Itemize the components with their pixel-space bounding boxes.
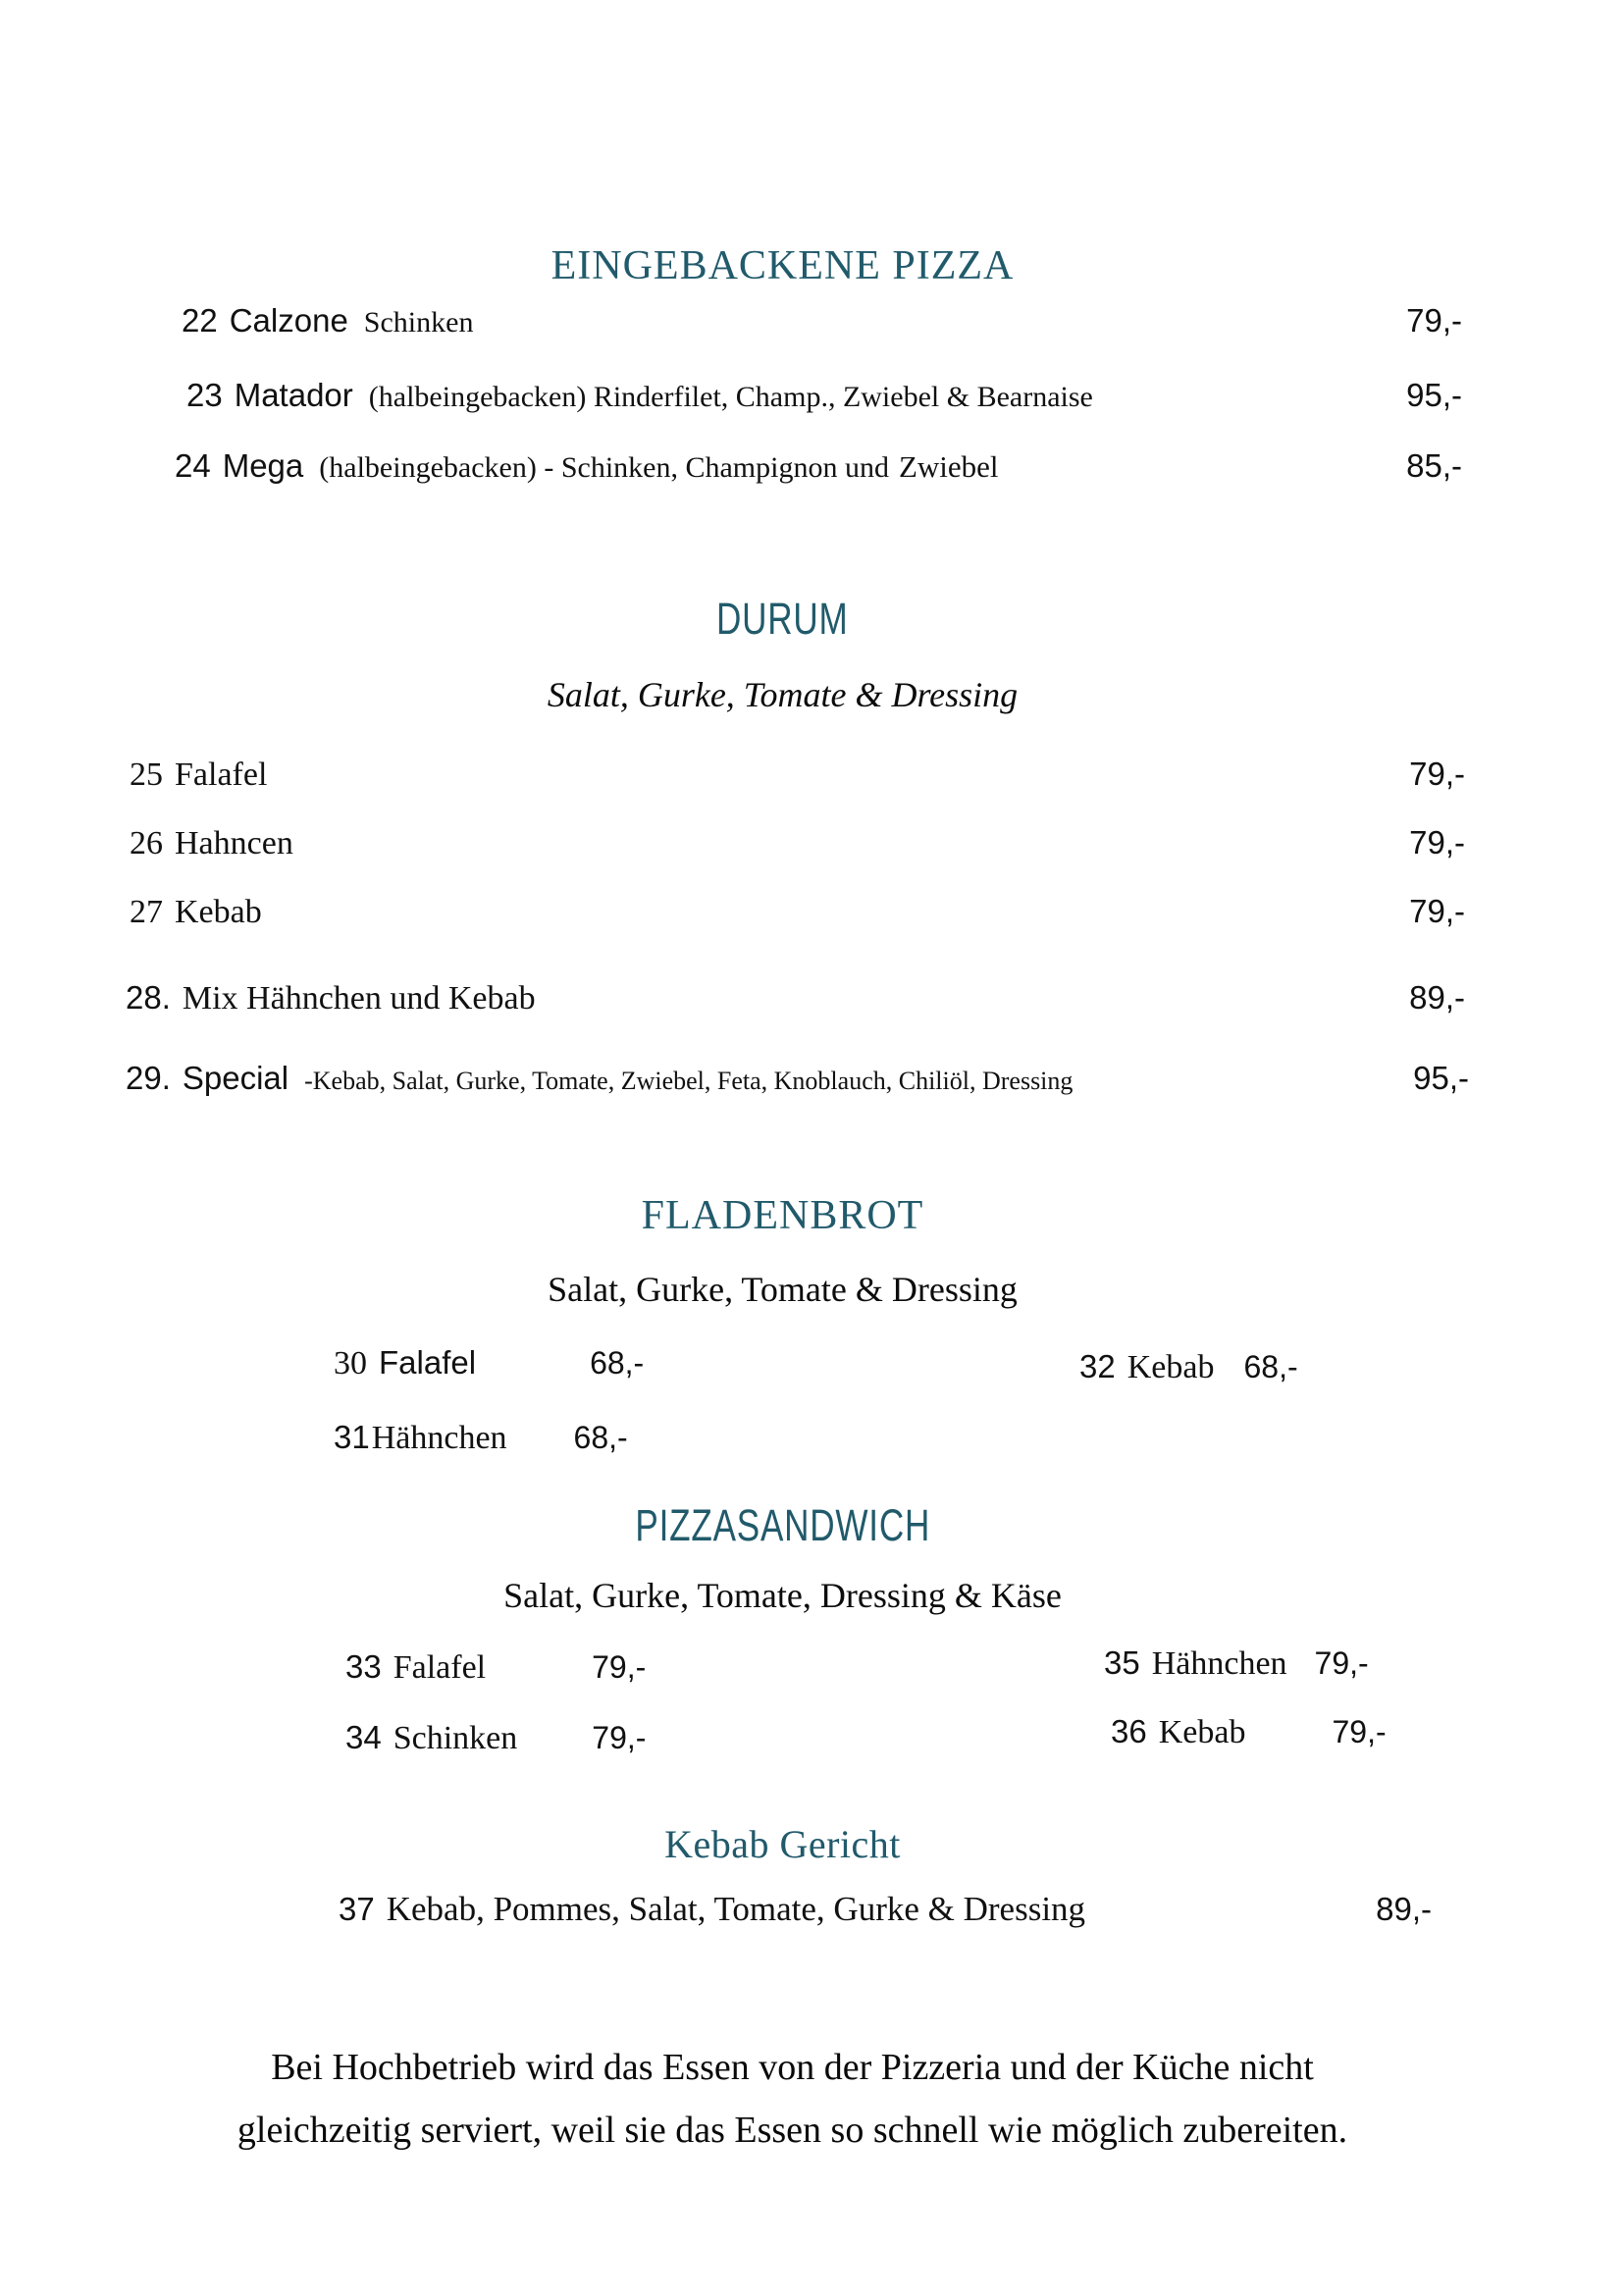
- item-name: Falafel: [175, 756, 268, 793]
- menu-item-row: [334, 1346, 644, 1381]
- item-price: 68,-: [573, 1420, 628, 1455]
- item-number: 34: [345, 1719, 382, 1755]
- section-subtitle: Salat, Gurke, Tomate & Dressing: [548, 1270, 1018, 1309]
- menu-item-row: [345, 1721, 646, 1755]
- menu-item-row: [1079, 1350, 1298, 1384]
- item-price: 79,-: [1332, 1714, 1387, 1749]
- item-number: 30: [334, 1345, 367, 1382]
- item-name: Hahncen: [175, 825, 293, 861]
- item-description: Schinken: [363, 306, 474, 339]
- item-number: 22: [182, 302, 218, 339]
- section-title-text: DURUM: [716, 594, 849, 644]
- item-number: 31: [334, 1419, 370, 1455]
- item-price: 79,-: [1409, 756, 1465, 792]
- menu-item-row: [339, 1892, 1432, 1926]
- menu-item-row: [334, 1421, 628, 1455]
- section-title-text: PIZZASANDWICH: [635, 1500, 930, 1550]
- item-price: 68,-: [590, 1345, 645, 1381]
- item-price: 79,-: [1314, 1645, 1369, 1681]
- item-number: 26: [130, 825, 163, 861]
- menu-item-row: [175, 449, 1462, 483]
- item-number: 35: [1104, 1644, 1140, 1681]
- item-number: 27: [130, 894, 163, 930]
- item-number: 28.: [126, 979, 171, 1016]
- item-price: 79,-: [1409, 824, 1465, 861]
- item-price: 79,-: [592, 1720, 647, 1755]
- item-name: Mix Hähnchen und Kebab: [182, 980, 536, 1017]
- item-price: 85,-: [1406, 447, 1462, 484]
- item-name: Kebab: [1126, 1349, 1215, 1385]
- menu-item-row: [126, 1062, 1469, 1094]
- menu-item-row: [126, 981, 1465, 1016]
- item-number: 37: [339, 1891, 375, 1927]
- section-title-durum: [0, 594, 1565, 644]
- menu-item-row: [1111, 1715, 1387, 1749]
- item-description-extra: Zwiebel: [898, 449, 999, 484]
- item-price: 79,-: [1406, 302, 1462, 339]
- item-name: Calzone: [229, 302, 348, 339]
- menu-item-row: [182, 304, 1462, 338]
- menu-item-row: [1104, 1646, 1369, 1681]
- section-title-eingebackene-pizza: EINGEBACKENE PIZZA: [550, 243, 1015, 288]
- item-name: Matador: [234, 377, 353, 413]
- menu-item-row: [186, 379, 1462, 412]
- section-title-fladenbrot: FLADENBROT: [641, 1193, 924, 1238]
- menu-item-row: [130, 826, 1465, 861]
- section-subtitle: Salat, Gurke, Tomate, Dressing & Käse: [503, 1576, 1062, 1615]
- section-title-pizzasandwich: [0, 1500, 1565, 1550]
- item-number: 36: [1111, 1713, 1147, 1749]
- item-name: Kebab, Pommes, Salat, Tomate, Gurke & Dressing: [386, 1890, 1086, 1928]
- item-number: 23: [186, 377, 223, 413]
- item-price: 68,-: [1243, 1349, 1298, 1384]
- footer-note-line1: Bei Hochbetrieb wird das Essen von der Pizzeria und der Küche nicht: [271, 2047, 1314, 2088]
- item-name: Special: [182, 1060, 289, 1096]
- item-number: 24: [175, 447, 211, 484]
- item-number: 32: [1079, 1348, 1116, 1384]
- item-description: (halbeingebacken) Rinderfilet, Champ., Zwiebel & Bearnaise: [368, 381, 1093, 413]
- item-name: Kebab: [175, 894, 262, 930]
- item-name: Kebab: [1158, 1714, 1246, 1750]
- item-price: 89,-: [1409, 979, 1465, 1016]
- menu-item-row: [130, 895, 1465, 929]
- item-name: Falafel: [393, 1649, 487, 1686]
- item-name: Hähnchen: [1151, 1645, 1287, 1682]
- item-description: -Kebab, Salat, Gurke, Tomate, Zwiebel, Feta, Knoblauch, Chiliöl, Dressing: [304, 1067, 1074, 1095]
- menu-item-row: [130, 757, 1465, 792]
- item-price: 79,-: [592, 1649, 647, 1685]
- item-name: Schinken: [393, 1720, 518, 1756]
- item-price: 89,-: [1376, 1891, 1432, 1927]
- item-number: 33: [345, 1648, 382, 1685]
- section-title-kebab-gericht: Kebab Gericht: [664, 1822, 901, 1866]
- item-name: Hähnchen: [371, 1420, 507, 1456]
- section-subtitle: Salat, Gurke, Tomate & Dressing: [547, 675, 1019, 714]
- item-price: 95,-: [1413, 1060, 1469, 1096]
- footer-note-line2: gleichzeitig serviert, weil sie das Essen so schnell wie möglich zubereiten.: [236, 2110, 1348, 2151]
- item-number: 25: [130, 756, 163, 793]
- item-price: 79,-: [1409, 893, 1465, 929]
- item-number: 29.: [126, 1060, 171, 1096]
- item-name: Falafel: [379, 1344, 477, 1381]
- menu-item-row: [345, 1650, 646, 1685]
- item-price: 95,-: [1406, 377, 1462, 413]
- item-description: (halbeingebacken) - Schinken, Champignon und: [319, 451, 889, 484]
- item-name: Mega: [222, 447, 304, 484]
